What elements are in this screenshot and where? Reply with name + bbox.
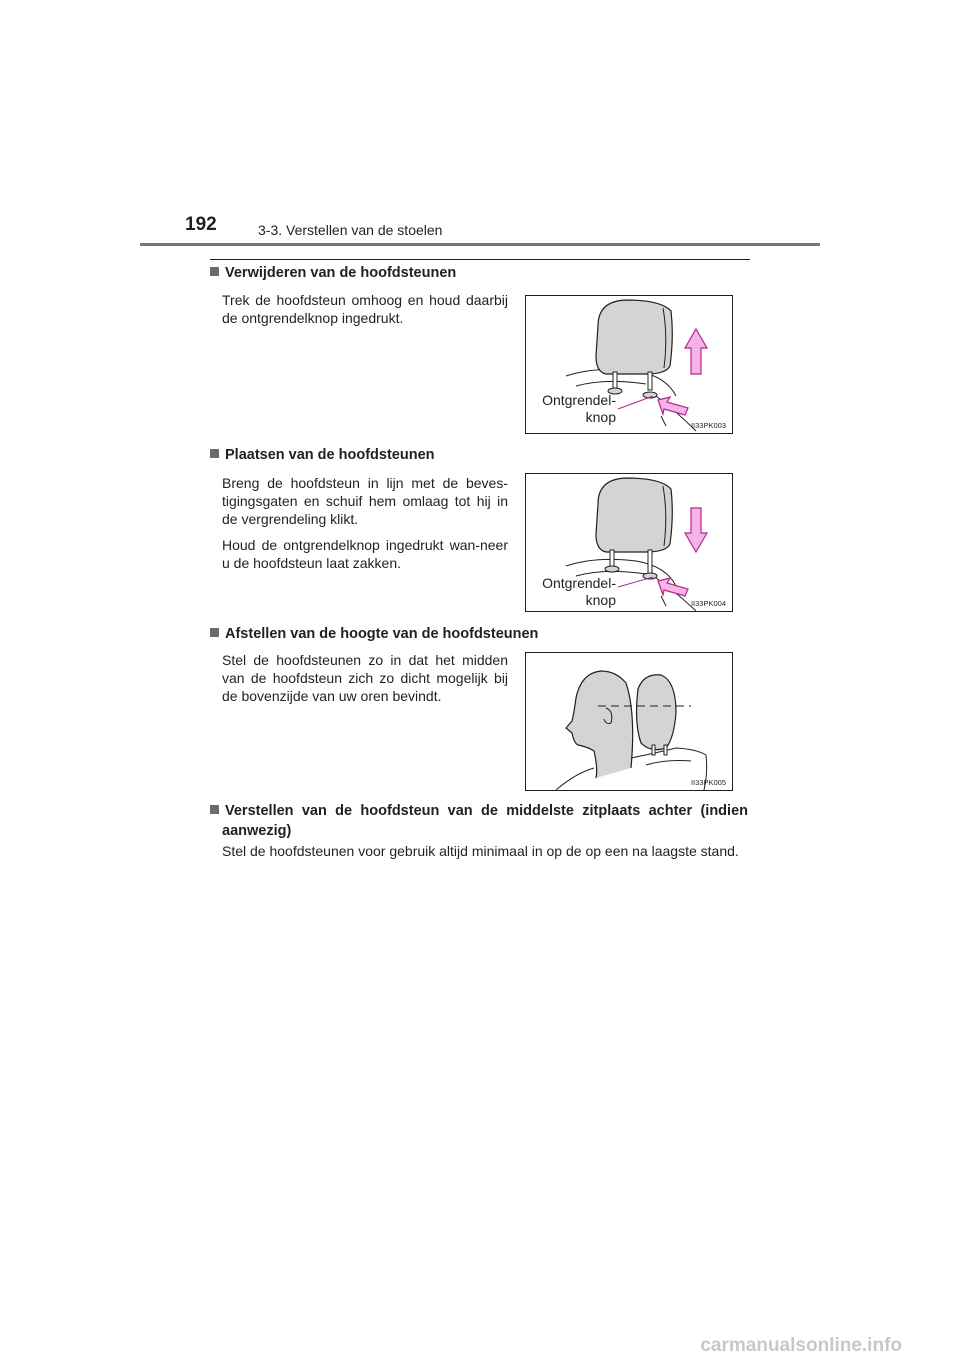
- section-title: 3-3. Verstellen van de stoelen: [258, 222, 443, 238]
- callout-line: Ontgrendel-: [542, 575, 616, 591]
- watermark: [0, 1335, 960, 1357]
- square-bullet-icon: [210, 805, 219, 814]
- figure-remove-headrest: [525, 295, 733, 434]
- heading-line: aanwezig): [222, 823, 292, 839]
- heading-text: Verwijderen van de hoofdsteunen: [225, 265, 457, 281]
- section-text-middle-rear: [222, 842, 750, 868]
- release-button-callout: [526, 575, 616, 609]
- section-heading-middle-rear: [210, 801, 748, 841]
- arrow-up-icon: [685, 329, 707, 374]
- square-bullet-icon: [210, 449, 219, 458]
- press-arrow-icon: [658, 397, 688, 415]
- heading-text: Plaatsen van de hoofdsteunen: [225, 447, 435, 463]
- heading-text: Verstellen van de hoofdsteun van de middelste zitplaats achter (indien: [225, 803, 748, 819]
- section-heading-install: [210, 445, 435, 465]
- watermark-text: carmanualsonline.info: [700, 1335, 902, 1356]
- callout-line: Ontgrendel-: [542, 392, 616, 408]
- square-bullet-icon: [210, 267, 219, 276]
- callout-line: knop: [585, 592, 616, 608]
- arrow-down-icon: [685, 508, 707, 552]
- section-heading-remove: [210, 263, 456, 283]
- figure-code: II33PK003: [690, 421, 726, 430]
- square-bullet-icon: [210, 628, 219, 637]
- figure-install-headrest: [525, 473, 733, 612]
- head-position-illustration: [526, 653, 732, 790]
- figure-code: II33PK005: [690, 778, 726, 787]
- figure-adjust-height: [525, 652, 733, 791]
- figure-code: II33PK004: [690, 599, 726, 608]
- content-rule: [210, 259, 750, 260]
- paragraph: Stel de hoofdsteunen zo in dat het midden van de hoofdsteun zich zo dicht mogelijk bij de bovenzijde van uw oren bevindt.: [222, 652, 508, 704]
- release-button-callout: [526, 392, 616, 426]
- section-heading-height: [210, 624, 538, 644]
- paragraph: Breng de hoofdsteun in lijn met de beves-tigingsgaten en schuif hem omlaag tot hij in de vergrendeling klikt.: [222, 475, 508, 527]
- section-text-height: [222, 651, 508, 713]
- paragraph: Trek de hoofdsteun omhoog en houd daarbij de ontgrendelknop ingedrukt.: [222, 292, 508, 326]
- heading-line: [210, 801, 748, 821]
- page-number: 192: [185, 214, 217, 235]
- paragraph: Stel de hoofdsteunen voor gebruik altijd minimaal in op de op een na laagste stand.: [222, 843, 739, 859]
- header-rule: [140, 243, 820, 246]
- heading-text: Afstellen van de hoogte van de hoofdsteunen: [225, 626, 539, 642]
- paragraph: Houd de ontgrendelknop ingedrukt wan-neer u de hoofdsteun laat zakken.: [222, 537, 508, 571]
- section-text-remove: [222, 291, 508, 335]
- section-text-install: [222, 474, 508, 580]
- callout-line: knop: [585, 409, 616, 425]
